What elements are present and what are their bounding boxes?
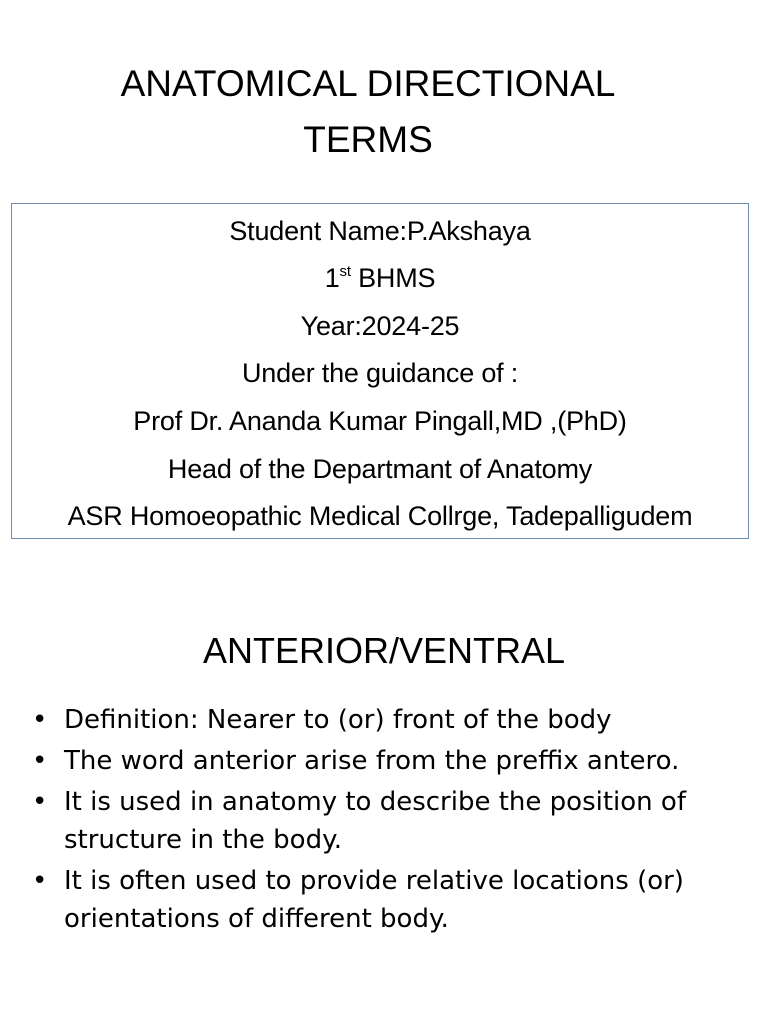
slide-title-line-2: TERMS (303, 119, 433, 160)
bullet-icon: • (32, 746, 48, 776)
bullet-item (30, 862, 750, 938)
slide-title-line-1: ANATOMICAL DIRECTIONAL (120, 63, 616, 104)
academic-year: Year:2024-25 (300, 311, 460, 341)
course-year-number: 1 (324, 263, 340, 293)
student-info-box (11, 203, 749, 539)
bullet-text: It is often used to provide relative locations (or) orientations of different body. (64, 866, 684, 934)
student-name: Student Name:P.Akshaya (229, 216, 531, 246)
definition-bullet-list (30, 701, 750, 941)
department-name: Head of the Departmant of Anatomy (167, 454, 593, 484)
slide-title (60, 56, 676, 168)
bullet-icon: • (32, 787, 48, 817)
bullet-icon: • (32, 866, 48, 896)
course-name: BHMS (350, 263, 436, 293)
bullet-item (30, 742, 750, 780)
bullet-text: Definition: Nearer to (or) front of the body (64, 705, 612, 735)
bullet-text: The word anterior arise from the preffix antero. (64, 746, 680, 776)
bullet-text: It is used in anatomy to describe the position of structure in the body. (64, 787, 686, 855)
course-year-suffix: st (339, 263, 351, 280)
professor-name: Prof Dr. Ananda Kumar Pingall,MD ,(PhD) (133, 406, 627, 436)
college-name: ASR Homoeopathic Medical Collrge, Tadepalligudem (67, 501, 693, 531)
guidance-label: Under the guidance of : (241, 358, 519, 388)
bullet-item (30, 783, 750, 859)
bullet-item (30, 701, 750, 739)
course-line (12, 254, 748, 302)
section-heading: ANTERIOR/VENTRAL (202, 630, 566, 671)
bullet-icon: • (32, 705, 48, 735)
